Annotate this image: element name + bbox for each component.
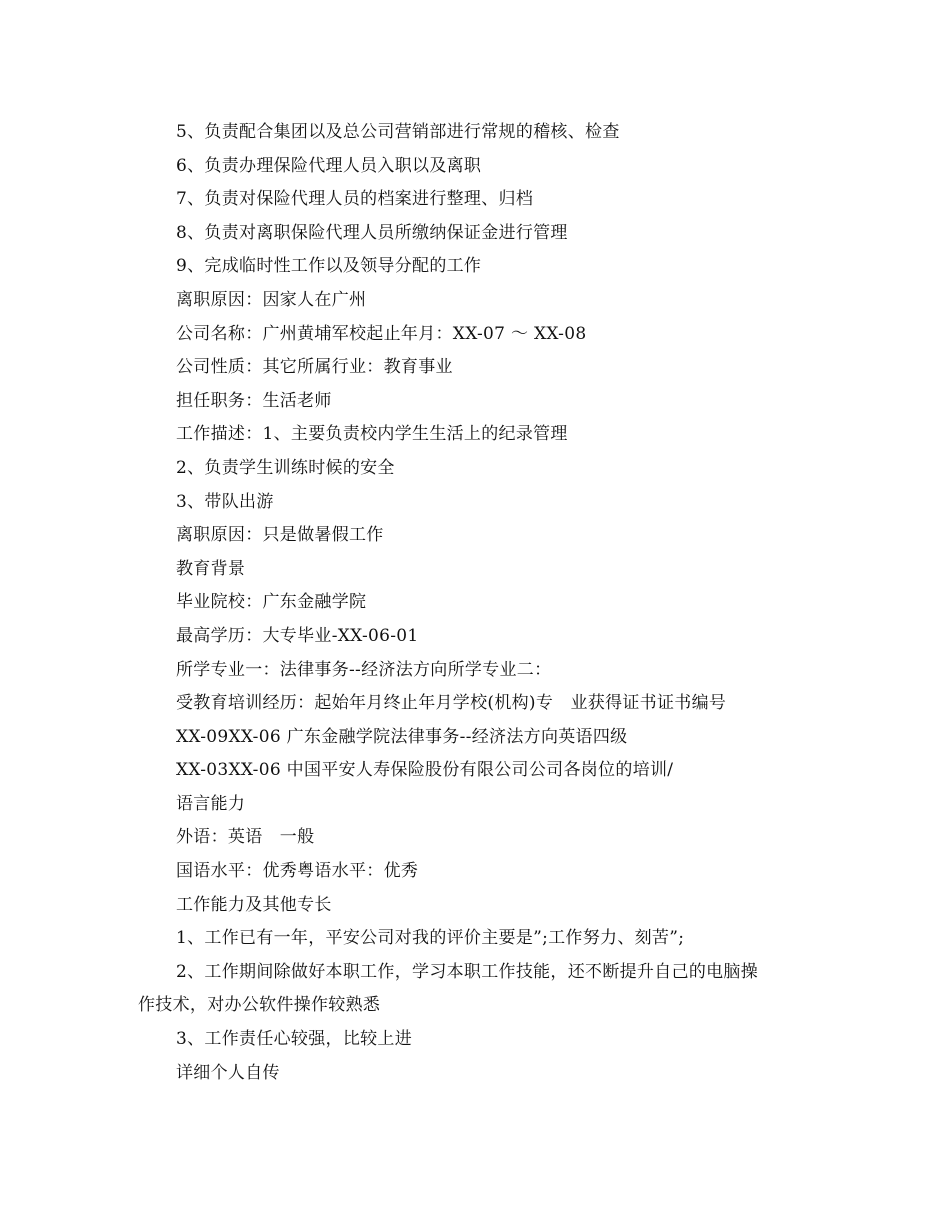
section-heading: 教育背景 <box>176 558 246 579</box>
text-line: 3、带队出游 <box>176 491 274 512</box>
text-line: 公司名称：广州黄埔军校起止年月：XX-07 ～ XX-08 <box>176 323 587 344</box>
text-line: XX-09XX-06 广东金融学院法律事务--经济法方向英语四级 <box>176 726 628 747</box>
text-line: 离职原因：因家人在广州 <box>176 289 367 310</box>
document-body <box>138 116 818 1090</box>
text-line: 离职原因：只是做暑假工作 <box>176 525 384 546</box>
text-line: 工作描述：1、主要负责校内学生生活上的纪录管理 <box>176 424 568 445</box>
text-line: 所学专业一：法律事务--经济法方向所学专业二： <box>176 659 552 680</box>
text-line: 3、工作责任心较强，比较上进 <box>176 1029 413 1050</box>
text-line: 8、负责对离职保险代理人员所缴纳保证金进行管理 <box>176 222 568 243</box>
text-line: 5、负责配合集团以及总公司营销部进行常规的稽核、检查 <box>176 122 620 142</box>
section-heading: 工作能力及其他专长 <box>176 894 332 915</box>
text-line: 受教育培训经历：起始年月终止年月学校(机构)专 业获得证书证书编号 <box>176 693 727 714</box>
text-line: 6、负责办理保险代理人员入职以及离职 <box>176 155 482 176</box>
section-heading: 语言能力 <box>176 793 246 814</box>
text-line: 1、工作已有一年，平安公司对我的评价主要是”;工作努力、刻苦”; <box>176 928 685 949</box>
text-line: 国语水平：优秀粤语水平：优秀 <box>176 861 419 882</box>
text-line: 2、工作期间除做好本职工作，学习本职工作技能，还不断提升自己的电脑操 <box>176 961 759 982</box>
text-line-continuation: 作技术，对办公软件操作较熟悉 <box>138 995 381 1016</box>
text-line: 2、负责学生训练时候的安全 <box>176 457 395 478</box>
text-line: 担任职务：生活老师 <box>176 390 332 411</box>
text-line: 毕业院校：广东金融学院 <box>176 592 367 613</box>
text-line: 7、负责对保险代理人员的档案进行整理、归档 <box>176 189 534 210</box>
text-line: 9、完成临时性工作以及领导分配的工作 <box>176 256 482 277</box>
section-heading: 详细个人自传 <box>176 1062 280 1083</box>
text-line: 最高学历：大专毕业-XX-06-01 <box>176 625 419 646</box>
text-line: XX-03XX-06 中国平安人寿保险股份有限公司公司各岗位的培训/ <box>176 760 674 781</box>
text-line: 公司性质：其它所属行业：教育事业 <box>176 357 453 378</box>
text-line: 外语：英语 一般 <box>176 827 315 848</box>
